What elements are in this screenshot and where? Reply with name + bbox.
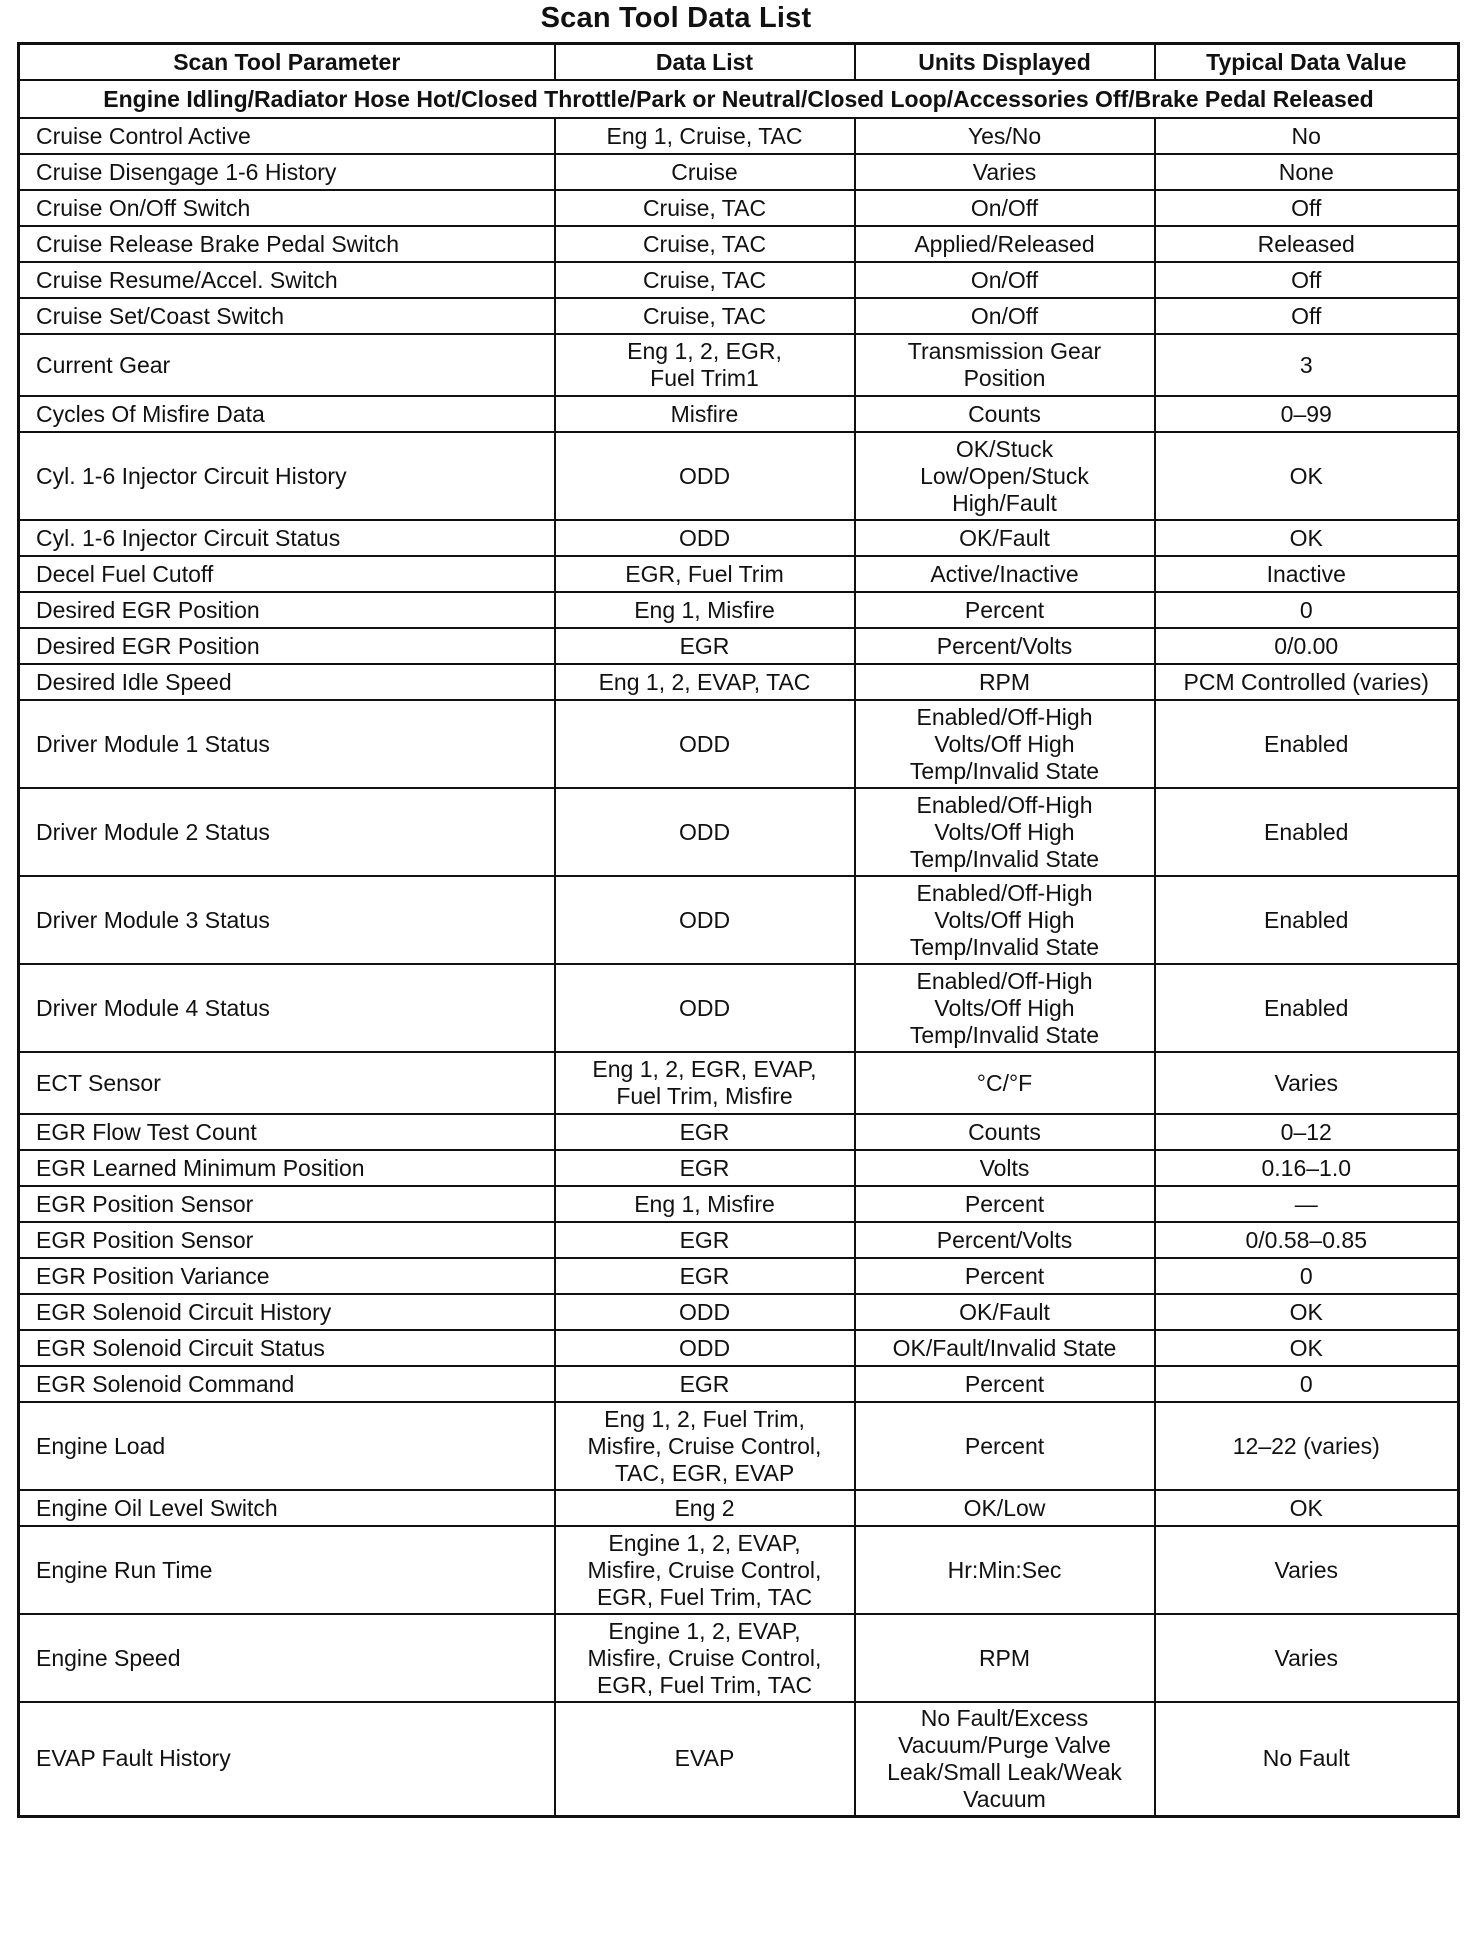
data-list-cell: Engine 1, 2, EVAP, Misfire, Cruise Control, EGR, Fuel Trim, TAC (555, 1614, 855, 1702)
typical-value-cell: 0–12 (1155, 1114, 1459, 1150)
table-row (19, 1614, 1459, 1702)
units-cell: Active/Inactive (855, 556, 1155, 592)
typical-value-cell: Varies (1155, 1052, 1459, 1114)
typical-value-cell: Off (1155, 190, 1459, 226)
typical-value-cell: 3 (1155, 334, 1459, 396)
param-cell: Cruise Set/Coast Switch (19, 298, 555, 334)
typical-value-cell: OK (1155, 520, 1459, 556)
typical-value-cell: Enabled (1155, 788, 1459, 876)
data-list-cell: ODD (555, 1294, 855, 1330)
data-list-cell: Eng 1, Misfire (555, 592, 855, 628)
table-row (19, 1702, 1459, 1816)
units-cell: Transmission Gear Position (855, 334, 1155, 396)
data-list-cell: ODD (555, 876, 855, 964)
header-row (19, 44, 1459, 81)
units-cell: Enabled/Off-High Volts/Off High Temp/Invalid State (855, 964, 1155, 1052)
typical-value-cell: Enabled (1155, 964, 1459, 1052)
param-cell: Current Gear (19, 334, 555, 396)
table-row (19, 1330, 1459, 1366)
data-list-cell: Misfire (555, 396, 855, 432)
data-list-cell: Eng 1, 2, EVAP, TAC (555, 664, 855, 700)
param-cell: Cyl. 1-6 Injector Circuit History (19, 432, 555, 520)
units-cell: RPM (855, 664, 1155, 700)
data-list-cell: ODD (555, 700, 855, 788)
param-cell: Cruise Resume/Accel. Switch (19, 262, 555, 298)
condition-text: Engine Idling/Radiator Hose Hot/Closed Throttle/Park or Neutral/Closed Loop/Accessories Off/Brake Pedal Released (19, 80, 1459, 118)
data-list-cell: Cruise, TAC (555, 226, 855, 262)
param-cell: Driver Module 2 Status (19, 788, 555, 876)
page-title: Scan Tool Data List (540, 2, 812, 34)
table-row (19, 964, 1459, 1052)
units-cell: No Fault/Excess Vacuum/Purge Valve Leak/Small Leak/Weak Vacuum (855, 1702, 1155, 1816)
table-row (19, 788, 1459, 876)
table-row (19, 334, 1459, 396)
data-list-cell: ODD (555, 520, 855, 556)
data-list-cell: Engine 1, 2, EVAP, Misfire, Cruise Control, EGR, Fuel Trim, TAC (555, 1526, 855, 1614)
data-list-cell: Cruise (555, 154, 855, 190)
table-row (19, 1526, 1459, 1614)
param-cell: EGR Position Sensor (19, 1186, 555, 1222)
param-cell: Cyl. 1-6 Injector Circuit Status (19, 520, 555, 556)
table-row (19, 118, 1459, 154)
data-list-cell: Eng 1, Cruise, TAC (555, 118, 855, 154)
param-cell: EGR Learned Minimum Position (19, 1150, 555, 1186)
data-list-cell: Cruise, TAC (555, 262, 855, 298)
table-row (19, 1052, 1459, 1114)
param-cell: EGR Flow Test Count (19, 1114, 555, 1150)
param-cell: Desired Idle Speed (19, 664, 555, 700)
table-row (19, 190, 1459, 226)
typical-value-cell: Varies (1155, 1614, 1459, 1702)
param-cell: Engine Load (19, 1402, 555, 1490)
typical-value-cell: OK (1155, 1294, 1459, 1330)
units-cell: Percent/Volts (855, 628, 1155, 664)
table-row (19, 1258, 1459, 1294)
param-cell: Cruise Disengage 1-6 History (19, 154, 555, 190)
units-cell: On/Off (855, 190, 1155, 226)
table-row (19, 432, 1459, 520)
units-cell: Enabled/Off-High Volts/Off High Temp/Invalid State (855, 876, 1155, 964)
typical-value-cell: None (1155, 154, 1459, 190)
param-cell: Cruise Release Brake Pedal Switch (19, 226, 555, 262)
param-cell: Desired EGR Position (19, 628, 555, 664)
param-cell: ECT Sensor (19, 1052, 555, 1114)
param-cell: Cruise On/Off Switch (19, 190, 555, 226)
data-list-cell: EGR (555, 628, 855, 664)
data-list-cell: EGR, Fuel Trim (555, 556, 855, 592)
units-cell: Percent (855, 592, 1155, 628)
typical-value-cell: Enabled (1155, 700, 1459, 788)
units-cell: Counts (855, 396, 1155, 432)
param-cell: Engine Run Time (19, 1526, 555, 1614)
table-row (19, 592, 1459, 628)
table-row (19, 298, 1459, 334)
units-cell: Enabled/Off-High Volts/Off High Temp/Invalid State (855, 700, 1155, 788)
units-cell: Hr:Min:Sec (855, 1526, 1155, 1614)
units-cell: Percent/Volts (855, 1222, 1155, 1258)
param-cell: Driver Module 1 Status (19, 700, 555, 788)
data-list-cell: ODD (555, 432, 855, 520)
scan-tool-data-table (17, 42, 1460, 1818)
param-cell: Driver Module 4 Status (19, 964, 555, 1052)
param-cell: EGR Solenoid Circuit History (19, 1294, 555, 1330)
table-row (19, 1366, 1459, 1402)
table-row (19, 396, 1459, 432)
typical-value-cell: 0/0.58–0.85 (1155, 1222, 1459, 1258)
units-cell: Percent (855, 1258, 1155, 1294)
units-cell: Percent (855, 1402, 1155, 1490)
typical-value-cell: No Fault (1155, 1702, 1459, 1816)
typical-value-cell: OK (1155, 432, 1459, 520)
units-cell: OK/Stuck Low/Open/Stuck High/Fault (855, 432, 1155, 520)
typical-value-cell: Off (1155, 298, 1459, 334)
data-list-cell: EVAP (555, 1702, 855, 1816)
typical-value-cell: OK (1155, 1330, 1459, 1366)
units-cell: Counts (855, 1114, 1155, 1150)
param-cell: EVAP Fault History (19, 1702, 555, 1816)
table-row (19, 1402, 1459, 1490)
table-row (19, 1222, 1459, 1258)
param-cell: EGR Solenoid Circuit Status (19, 1330, 555, 1366)
units-cell: Volts (855, 1150, 1155, 1186)
data-list-cell: Cruise, TAC (555, 190, 855, 226)
table-row (19, 1150, 1459, 1186)
table-row (19, 226, 1459, 262)
units-cell: Percent (855, 1186, 1155, 1222)
data-list-cell: Eng 1, 2, Fuel Trim, Misfire, Cruise Control, TAC, EGR, EVAP (555, 1402, 855, 1490)
data-list-cell: Cruise, TAC (555, 298, 855, 334)
column-header-typical-value: Typical Data Value (1155, 44, 1459, 81)
param-cell: Cruise Control Active (19, 118, 555, 154)
units-cell: OK/Low (855, 1490, 1155, 1526)
table-row (19, 1294, 1459, 1330)
param-cell: EGR Position Sensor (19, 1222, 555, 1258)
param-cell: EGR Position Variance (19, 1258, 555, 1294)
table-row (19, 556, 1459, 592)
data-list-cell: EGR (555, 1222, 855, 1258)
units-cell: OK/Fault (855, 1294, 1155, 1330)
typical-value-cell: Inactive (1155, 556, 1459, 592)
table-row (19, 628, 1459, 664)
param-cell: Engine Oil Level Switch (19, 1490, 555, 1526)
column-header-parameter: Scan Tool Parameter (19, 44, 555, 81)
typical-value-cell: 0 (1155, 1258, 1459, 1294)
typical-value-cell: No (1155, 118, 1459, 154)
table-row (19, 1114, 1459, 1150)
units-cell: Percent (855, 1366, 1155, 1402)
param-cell: Decel Fuel Cutoff (19, 556, 555, 592)
data-list-cell: EGR (555, 1366, 855, 1402)
table-row (19, 154, 1459, 190)
units-cell: OK/Fault/Invalid State (855, 1330, 1155, 1366)
units-cell: Applied/Released (855, 226, 1155, 262)
param-cell: Engine Speed (19, 1614, 555, 1702)
table-row (19, 262, 1459, 298)
typical-value-cell: 0 (1155, 592, 1459, 628)
typical-value-cell: Released (1155, 226, 1459, 262)
data-list-cell: Eng 1, 2, EGR, Fuel Trim1 (555, 334, 855, 396)
table-row (19, 664, 1459, 700)
typical-value-cell: Varies (1155, 1526, 1459, 1614)
units-cell: RPM (855, 1614, 1155, 1702)
param-cell: Cycles Of Misfire Data (19, 396, 555, 432)
data-list-cell: ODD (555, 964, 855, 1052)
typical-value-cell: 0–99 (1155, 396, 1459, 432)
table-row (19, 700, 1459, 788)
data-list-cell: Eng 1, Misfire (555, 1186, 855, 1222)
typical-value-cell: PCM Controlled (varies) (1155, 664, 1459, 700)
units-cell: OK/Fault (855, 520, 1155, 556)
typical-value-cell: Enabled (1155, 876, 1459, 964)
data-list-cell: EGR (555, 1150, 855, 1186)
typical-value-cell: — (1155, 1186, 1459, 1222)
units-cell: °C/°F (855, 1052, 1155, 1114)
units-cell: On/Off (855, 262, 1155, 298)
table-body (19, 80, 1459, 1816)
column-header-units: Units Displayed (855, 44, 1155, 81)
typical-value-cell: 0/0.00 (1155, 628, 1459, 664)
units-cell: Yes/No (855, 118, 1155, 154)
units-cell: Varies (855, 154, 1155, 190)
data-list-cell: ODD (555, 1330, 855, 1366)
typical-value-cell: Off (1155, 262, 1459, 298)
data-list-cell: EGR (555, 1114, 855, 1150)
column-header-data-list: Data List (555, 44, 855, 81)
table-row (19, 1490, 1459, 1526)
condition-row (19, 80, 1459, 118)
typical-value-cell: 0.16–1.0 (1155, 1150, 1459, 1186)
table-row (19, 1186, 1459, 1222)
units-cell: On/Off (855, 298, 1155, 334)
typical-value-cell: 12–22 (varies) (1155, 1402, 1459, 1490)
typical-value-cell: OK (1155, 1490, 1459, 1526)
param-cell: Driver Module 3 Status (19, 876, 555, 964)
typical-value-cell: 0 (1155, 1366, 1459, 1402)
data-list-cell: ODD (555, 788, 855, 876)
units-cell: Enabled/Off-High Volts/Off High Temp/Invalid State (855, 788, 1155, 876)
param-cell: Desired EGR Position (19, 592, 555, 628)
data-list-cell: Eng 2 (555, 1490, 855, 1526)
data-list-cell: Eng 1, 2, EGR, EVAP, Fuel Trim, Misfire (555, 1052, 855, 1114)
table-row (19, 520, 1459, 556)
table-row (19, 876, 1459, 964)
data-list-cell: EGR (555, 1258, 855, 1294)
param-cell: EGR Solenoid Command (19, 1366, 555, 1402)
